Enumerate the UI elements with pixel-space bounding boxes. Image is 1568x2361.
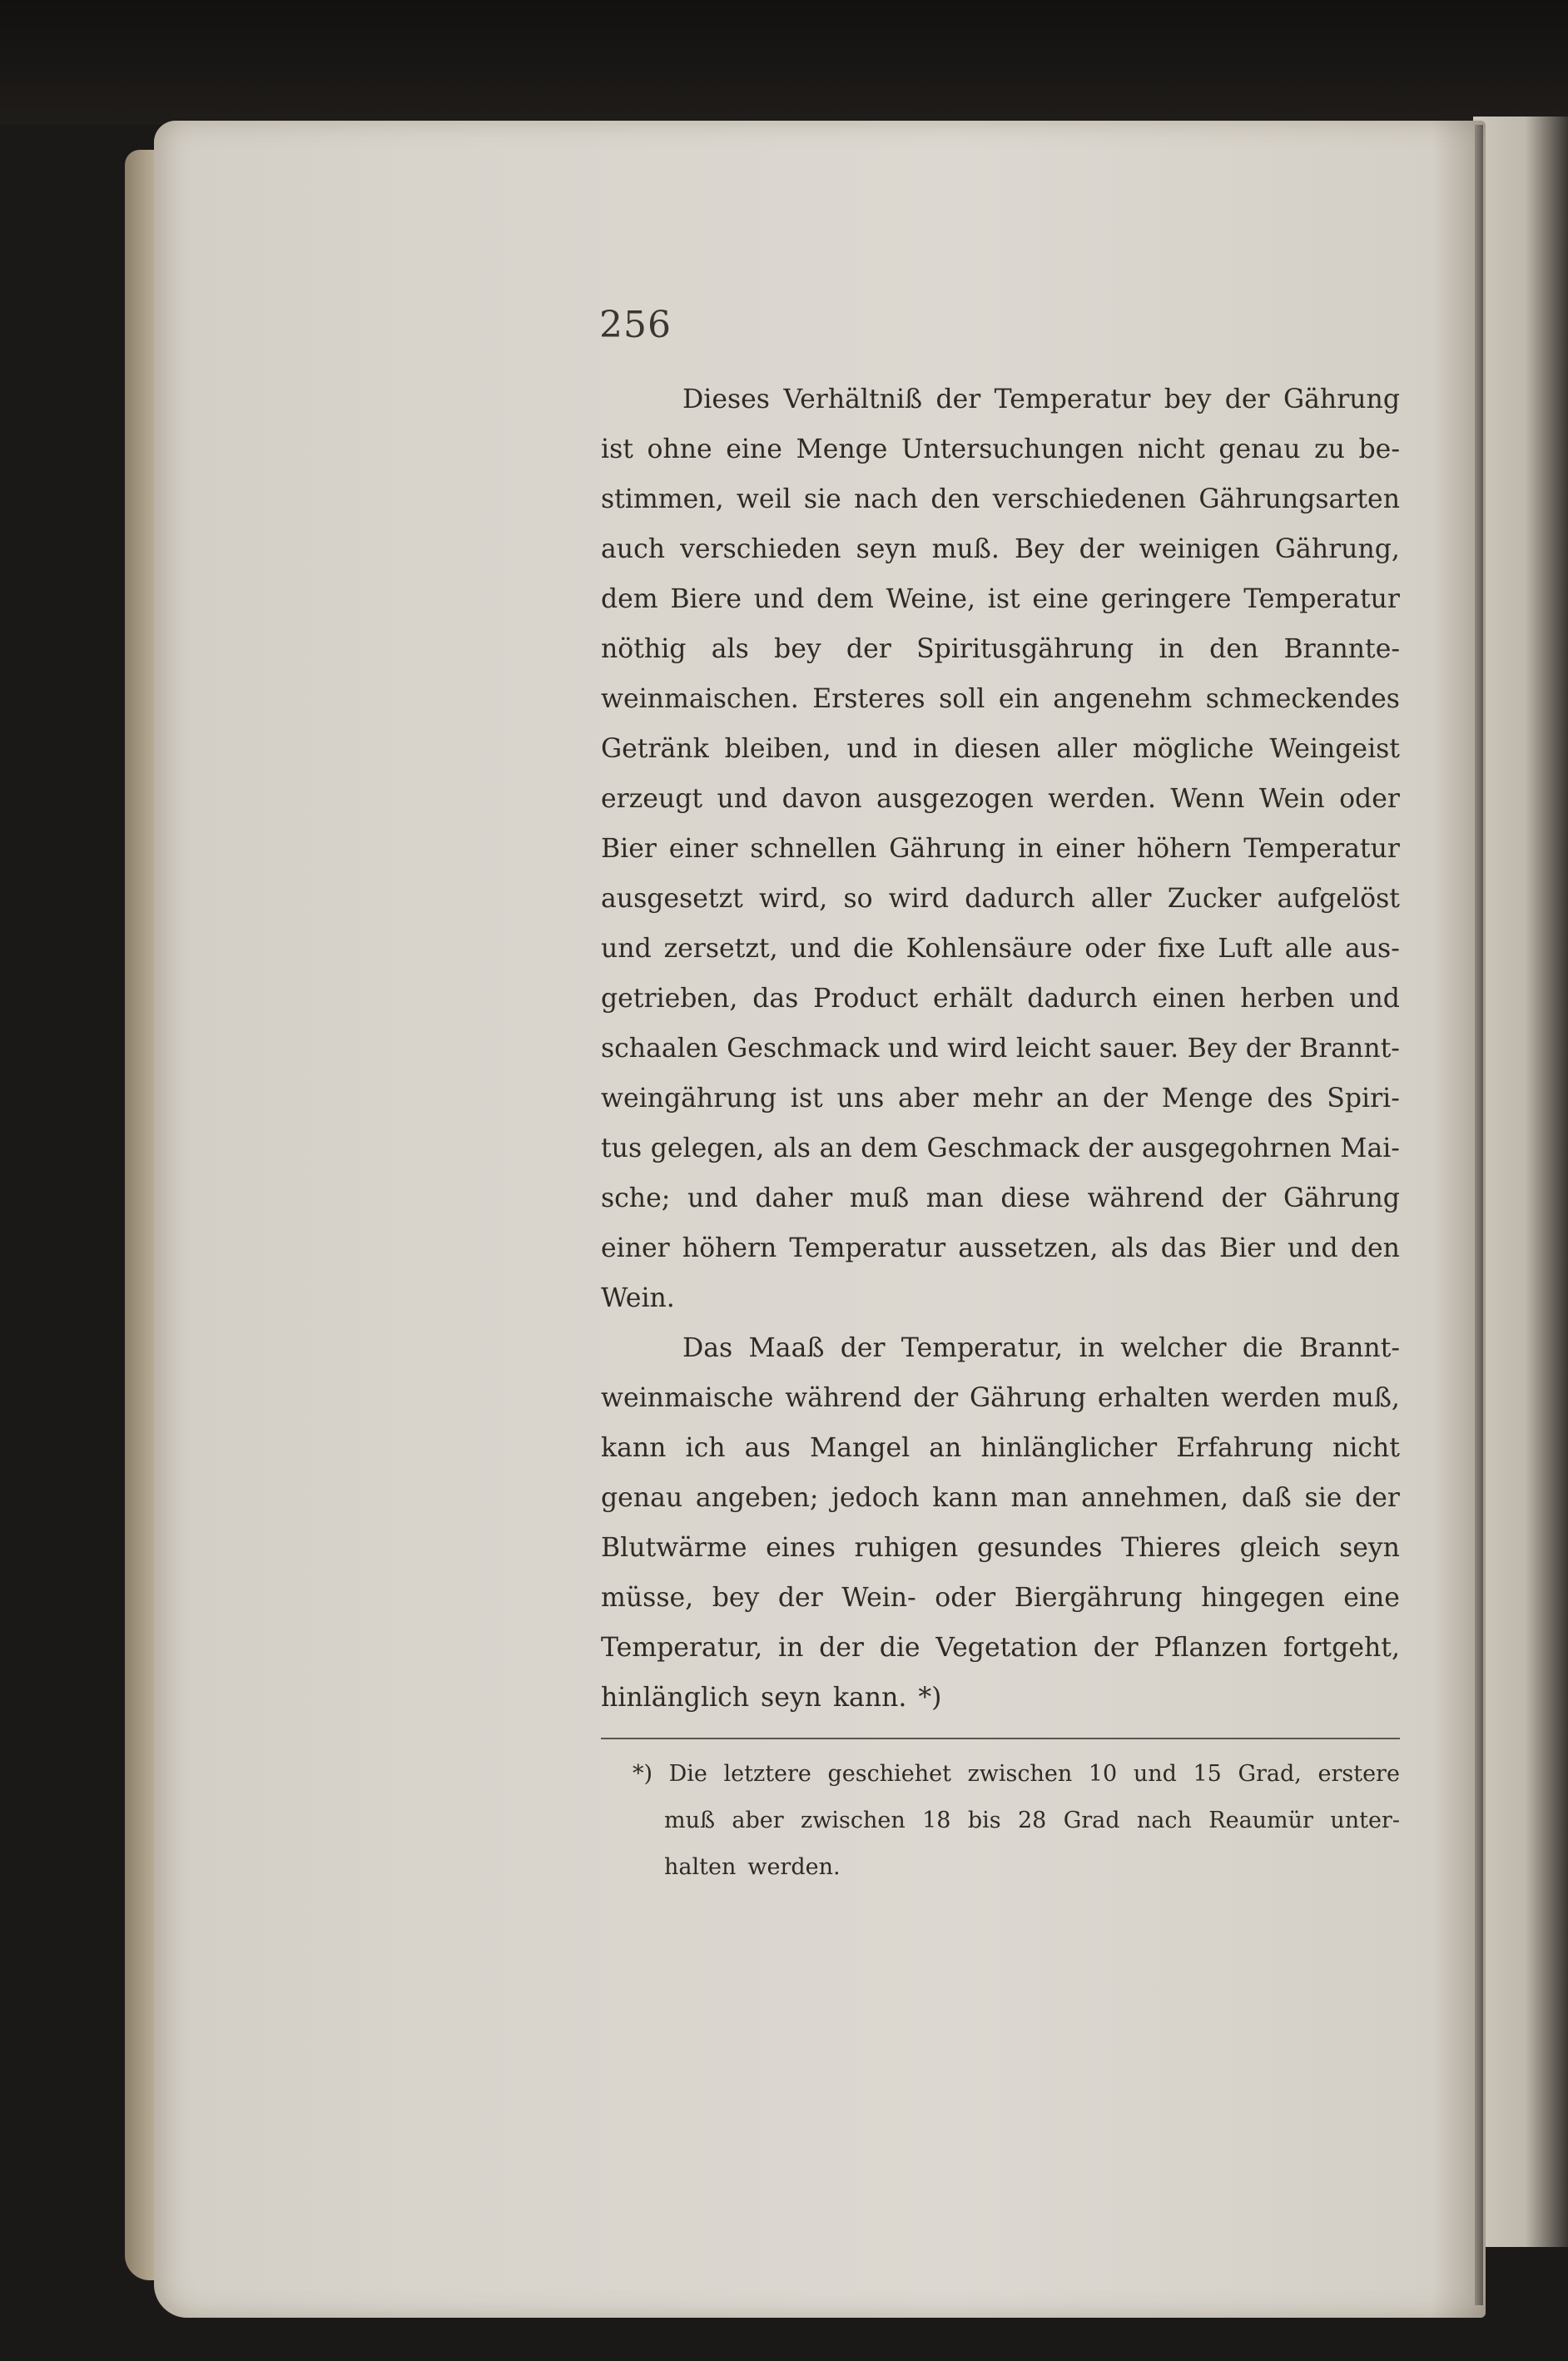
word: soll xyxy=(939,684,985,714)
word: werden. xyxy=(747,1854,841,1880)
word: muß, xyxy=(1332,1383,1400,1413)
word: stimmen, xyxy=(601,484,724,514)
body-line xyxy=(601,1623,1400,1673)
word: gleich xyxy=(1239,1533,1321,1563)
word: ich xyxy=(685,1433,726,1463)
word: *) xyxy=(633,1761,653,1787)
word: der xyxy=(1224,384,1270,414)
page-number: 256 xyxy=(599,304,672,346)
word: seyn xyxy=(1339,1533,1400,1563)
body-line xyxy=(601,774,1400,824)
word: Gährung xyxy=(1283,1183,1400,1213)
word: einer xyxy=(668,834,738,864)
word: Bier xyxy=(601,834,657,864)
word: ausgegohrnen xyxy=(1141,1133,1332,1163)
word: Gährung xyxy=(1283,384,1400,414)
word: geringere xyxy=(1100,584,1232,614)
word: Wein- xyxy=(841,1583,916,1613)
word: nach xyxy=(1136,1808,1192,1833)
word: weingährung xyxy=(601,1084,777,1114)
word: gesundes xyxy=(976,1533,1103,1563)
word: der xyxy=(1088,1133,1134,1163)
word: zwischen xyxy=(967,1761,1073,1787)
word: Temperatur xyxy=(1243,834,1400,864)
word: höhern xyxy=(1136,834,1232,864)
word: einer xyxy=(601,1233,670,1263)
word: der xyxy=(840,1333,886,1363)
word: während xyxy=(785,1383,902,1413)
word: Menge xyxy=(1161,1084,1253,1114)
word: herben xyxy=(1240,984,1335,1014)
word: alle xyxy=(1284,934,1333,964)
word: Grad xyxy=(1063,1808,1120,1833)
word: zu xyxy=(1314,434,1345,464)
word: das xyxy=(752,984,799,1014)
word: eine xyxy=(726,434,782,464)
word: Temperatur, xyxy=(901,1333,1064,1363)
word: letztere xyxy=(723,1761,811,1787)
word: Wein xyxy=(1258,784,1325,814)
word: genau xyxy=(1218,434,1301,464)
body-line xyxy=(601,674,1400,724)
word: oder xyxy=(1084,934,1146,964)
word: werden. xyxy=(1048,784,1156,814)
word: in xyxy=(778,1633,804,1663)
word: in xyxy=(1079,1333,1104,1363)
word: und xyxy=(1349,984,1400,1014)
word: nach xyxy=(854,484,919,514)
word: leicht xyxy=(1015,1034,1091,1064)
word: und xyxy=(790,934,841,964)
body-line xyxy=(601,1173,1400,1223)
photo-backdrop xyxy=(0,0,1568,125)
footnote xyxy=(633,1751,1400,1891)
word: als xyxy=(772,1133,811,1163)
word: kann. xyxy=(832,1683,907,1713)
word: muß xyxy=(849,1183,910,1213)
word: nöthig xyxy=(601,634,687,664)
word: oder xyxy=(935,1583,996,1613)
word: einen xyxy=(1152,984,1226,1014)
word: muß xyxy=(664,1808,716,1833)
word: tus xyxy=(601,1133,643,1163)
word: bey xyxy=(774,634,821,664)
word: Pflanzen xyxy=(1154,1633,1268,1663)
word: angenehm xyxy=(1053,684,1193,714)
body-text xyxy=(601,374,1400,1723)
body-line xyxy=(601,474,1400,524)
word: kann xyxy=(932,1483,998,1513)
word: 18 xyxy=(922,1808,951,1833)
word: der xyxy=(846,634,891,664)
word: Biere xyxy=(670,584,742,614)
word: den xyxy=(930,484,980,514)
body-line xyxy=(601,1223,1400,1273)
word: Brannt- xyxy=(1299,1333,1400,1363)
word: seyn xyxy=(761,1683,821,1713)
word: ausgesetzt xyxy=(601,884,743,914)
word: davon xyxy=(782,784,862,814)
word: dem xyxy=(601,584,658,614)
word: in xyxy=(1159,634,1184,664)
body-line xyxy=(601,1573,1400,1623)
word: Maaß xyxy=(748,1333,825,1363)
word: angeben; xyxy=(695,1483,819,1513)
word: und xyxy=(887,1034,939,1064)
word: 15 xyxy=(1193,1761,1222,1787)
word: nicht xyxy=(1332,1433,1400,1463)
word: Wenn xyxy=(1170,784,1245,814)
word: Mai- xyxy=(1340,1133,1400,1163)
body-line xyxy=(601,1323,1400,1373)
word: dadurch xyxy=(1027,984,1138,1014)
word: Weingeist xyxy=(1269,734,1400,764)
word: werden xyxy=(1221,1383,1321,1413)
word: hinlänglicher xyxy=(980,1433,1158,1463)
word: Die xyxy=(668,1761,707,1787)
word: der xyxy=(1245,1034,1291,1064)
word: man xyxy=(1010,1483,1069,1513)
body-line xyxy=(601,374,1400,424)
word: des xyxy=(1267,1084,1313,1114)
word: und xyxy=(601,934,652,964)
word: erstere xyxy=(1317,1761,1400,1787)
word: Product xyxy=(813,984,919,1014)
word: Reaumür xyxy=(1208,1808,1313,1833)
word: nicht xyxy=(1137,434,1205,464)
word: der xyxy=(1221,1183,1267,1213)
body-line xyxy=(601,1074,1400,1123)
word: Luft xyxy=(1218,934,1273,964)
body-line xyxy=(601,624,1400,674)
word: ist xyxy=(987,584,1020,614)
word: Getränk xyxy=(601,734,709,764)
body-line xyxy=(601,724,1400,774)
word: Spiritusgährung xyxy=(916,634,1134,664)
body-line xyxy=(601,974,1400,1024)
word: Bey xyxy=(1187,1034,1238,1064)
word: erhalten xyxy=(1097,1383,1210,1413)
word: der xyxy=(777,1583,823,1613)
word: und xyxy=(687,1183,738,1213)
word: hinlänglich xyxy=(601,1683,750,1713)
word: weinigen xyxy=(1139,534,1260,564)
word: weinmaischen. xyxy=(601,684,799,714)
word: halten xyxy=(664,1854,737,1880)
word: Kohlensäure xyxy=(906,934,1073,964)
word: sie xyxy=(1304,1483,1342,1513)
word: wird xyxy=(888,884,950,914)
word: getrieben, xyxy=(601,984,738,1014)
word: müsse, xyxy=(601,1583,694,1613)
word: bis xyxy=(967,1808,1001,1833)
word: Gährung xyxy=(969,1383,1087,1413)
word: welcher xyxy=(1120,1333,1227,1363)
word: 10 xyxy=(1088,1761,1118,1787)
word: aus xyxy=(744,1433,791,1463)
word: 28 xyxy=(1017,1808,1047,1833)
word: das xyxy=(1160,1233,1207,1263)
word: und xyxy=(846,734,898,764)
word: der xyxy=(1093,1633,1139,1663)
word: Erfahrung xyxy=(1176,1433,1313,1463)
word: Dieses xyxy=(682,384,770,414)
body-line xyxy=(601,424,1400,474)
word: ruhigen xyxy=(854,1533,959,1563)
word: und xyxy=(753,584,805,614)
word: als xyxy=(711,634,749,664)
word: Brannt- xyxy=(1299,1034,1400,1064)
word: erhält xyxy=(932,984,1013,1014)
word: annehmen, xyxy=(1081,1483,1229,1513)
word: Untersuchungen xyxy=(901,434,1124,464)
word: die xyxy=(879,1633,920,1663)
body-line xyxy=(601,1473,1400,1523)
word: zwischen xyxy=(801,1808,906,1833)
word: uns xyxy=(836,1084,885,1114)
word: diese xyxy=(1000,1183,1070,1213)
word: der xyxy=(819,1633,864,1663)
word: geschiehet xyxy=(827,1761,951,1787)
word: der xyxy=(913,1383,959,1413)
body-line xyxy=(601,524,1400,574)
word: Spiri- xyxy=(1327,1084,1400,1114)
word: und xyxy=(1133,1761,1177,1787)
word: aber xyxy=(898,1084,959,1114)
word: Temperatur xyxy=(994,384,1151,414)
word: höhern xyxy=(682,1233,777,1263)
word: verschiedenen xyxy=(992,484,1187,514)
word: Ersteres xyxy=(812,684,925,714)
word: kann xyxy=(601,1433,667,1463)
word: an xyxy=(929,1433,962,1463)
body-line xyxy=(601,1123,1400,1173)
body-line xyxy=(601,1423,1400,1473)
word: aller xyxy=(1056,734,1117,764)
word: Temperatur, xyxy=(601,1633,763,1663)
word: eine xyxy=(1032,584,1089,614)
word: be- xyxy=(1358,434,1400,464)
body-line xyxy=(601,924,1400,974)
word: sche; xyxy=(601,1183,671,1213)
word: Bier xyxy=(1218,1233,1275,1263)
word: fortgeht, xyxy=(1283,1633,1400,1663)
word: weil xyxy=(736,484,791,514)
word: Blutwärme xyxy=(601,1533,747,1563)
word: sauer. xyxy=(1099,1034,1179,1064)
word: Gährungsarten xyxy=(1198,484,1400,514)
word: die xyxy=(1242,1333,1283,1363)
facing-page-edge xyxy=(1473,117,1568,2247)
word: der xyxy=(1103,1084,1148,1114)
word: Wein. xyxy=(601,1283,675,1313)
word: Vegetation xyxy=(935,1633,1079,1663)
word: Temperatur xyxy=(1243,584,1400,614)
word: diesen xyxy=(954,734,1041,764)
word: Weine, xyxy=(886,584,976,614)
footnote-line xyxy=(633,1844,1400,1891)
body-line xyxy=(601,824,1400,874)
word: schnellen xyxy=(750,834,877,864)
word: an xyxy=(1056,1084,1089,1114)
word: zersetzt, xyxy=(663,934,778,964)
word: an xyxy=(819,1133,852,1163)
word: aufgelöst xyxy=(1277,884,1400,914)
word: den xyxy=(1209,634,1259,664)
word: Mangel xyxy=(809,1433,911,1463)
word: ist xyxy=(601,434,633,464)
word: eine xyxy=(1343,1583,1400,1613)
word: seyn xyxy=(856,534,917,564)
body-line xyxy=(601,574,1400,624)
body-line xyxy=(601,1673,1400,1723)
body-line xyxy=(601,1373,1400,1423)
word: eines xyxy=(766,1533,836,1563)
word: ein xyxy=(998,684,1040,714)
word: hingegen xyxy=(1201,1583,1325,1613)
word: sie xyxy=(803,484,841,514)
word: Gährung xyxy=(889,834,1006,864)
word: und xyxy=(717,784,768,814)
word: einer xyxy=(1055,834,1124,864)
word: jedoch xyxy=(831,1483,920,1513)
word: während xyxy=(1087,1183,1204,1213)
word: Geschmack xyxy=(727,1034,880,1064)
word: Geschmack xyxy=(926,1133,1079,1163)
word: in xyxy=(913,734,939,764)
word: muß. xyxy=(931,534,1000,564)
book-gutter xyxy=(1475,125,1483,2305)
word: Biergährung xyxy=(1014,1583,1183,1613)
word: so xyxy=(843,884,873,914)
word: schaalen xyxy=(601,1034,718,1064)
word: Bey xyxy=(1014,534,1064,564)
word: der xyxy=(935,384,981,414)
footnote-line xyxy=(633,1751,1400,1798)
word: Zucker xyxy=(1167,884,1262,914)
word: mögliche xyxy=(1132,734,1254,764)
word: Gährung, xyxy=(1274,534,1400,564)
word: verschieden xyxy=(680,534,841,564)
word: daß xyxy=(1241,1483,1292,1513)
word: aller xyxy=(1090,884,1152,914)
body-line xyxy=(601,874,1400,924)
word: daher xyxy=(755,1183,833,1213)
word: oder xyxy=(1339,784,1400,814)
word: weinmaische xyxy=(601,1383,774,1413)
word: dem xyxy=(816,584,874,614)
word: als xyxy=(1110,1233,1149,1263)
word: genau xyxy=(601,1483,683,1513)
word: der xyxy=(1355,1483,1400,1513)
footnote-line xyxy=(633,1798,1400,1844)
word: aus- xyxy=(1344,934,1400,964)
word: Das xyxy=(682,1333,733,1363)
word: Thieres xyxy=(1121,1533,1221,1563)
word: bleiben, xyxy=(724,734,831,764)
word: die xyxy=(852,934,894,964)
body-line xyxy=(601,1523,1400,1573)
word: Brannte- xyxy=(1283,634,1400,664)
word: dadurch xyxy=(965,884,1075,914)
word: in xyxy=(1018,834,1044,864)
word: Grad, xyxy=(1238,1761,1302,1787)
word: Temperatur xyxy=(789,1233,946,1263)
word: der xyxy=(1079,534,1124,564)
footnote-rule xyxy=(601,1738,1400,1739)
word: gelegen, xyxy=(650,1133,765,1163)
word: man xyxy=(925,1183,984,1213)
word: und xyxy=(1287,1233,1338,1263)
word: *) xyxy=(918,1683,942,1713)
word: ausgezogen xyxy=(876,784,1034,814)
word: bey xyxy=(712,1583,760,1613)
body-line xyxy=(601,1273,1400,1323)
word: dem xyxy=(861,1133,918,1163)
word: auch xyxy=(601,534,665,564)
word: bey xyxy=(1164,384,1212,414)
word: wird, xyxy=(758,884,828,914)
body-line xyxy=(601,1024,1400,1074)
word: mehr xyxy=(972,1084,1043,1114)
word: ohne xyxy=(647,434,712,464)
word: den xyxy=(1350,1233,1400,1263)
word: wird xyxy=(947,1034,1008,1064)
word: Verhältniß xyxy=(783,384,923,414)
word: ist xyxy=(790,1084,823,1114)
word: aber xyxy=(732,1808,784,1833)
word: unter- xyxy=(1330,1808,1400,1833)
word: Menge xyxy=(796,434,888,464)
word: aussetzen, xyxy=(958,1233,1099,1263)
word: schmeckendes xyxy=(1205,684,1400,714)
word: erzeugt xyxy=(601,784,703,814)
word: fixe xyxy=(1158,934,1206,964)
